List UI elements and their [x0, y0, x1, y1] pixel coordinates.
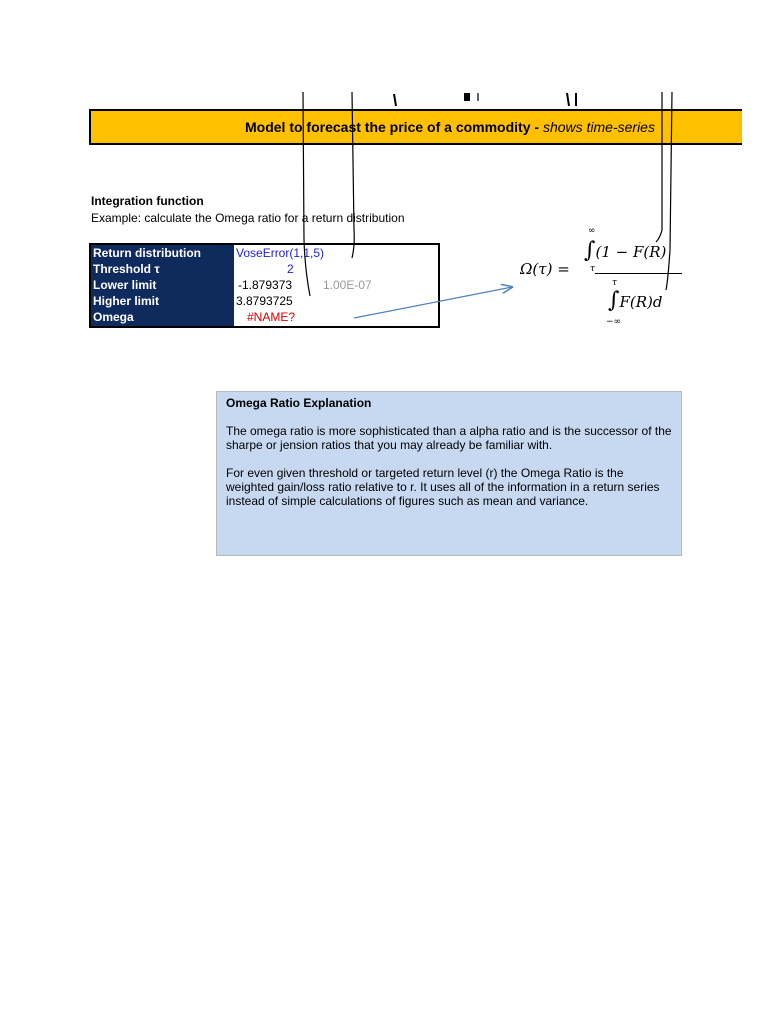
connector-line-3 [656, 92, 662, 242]
connector-line-1 [303, 92, 310, 296]
connector-line-2 [352, 92, 354, 258]
numerator-lower-limit: τ [590, 264, 595, 274]
value-lower-limit-extra[interactable]: 1.00E-07 [323, 278, 372, 292]
callout-paragraph-1: The omega ratio is more sophisticated than a alpha ratio and is the successor of the sharpe or jension ratios that you may already be familiar with. [226, 424, 672, 452]
label-higher-limit[interactable]: Higher limit [93, 294, 160, 308]
tick-mark-4 [567, 93, 576, 106]
denominator-text: F(R)d [619, 293, 663, 311]
callout-paragraph-2: For even given threshold or targeted return level (r) the Omega Ratio is the weighted gain/loss ratio relative to r. It uses all of the information in a return series instead of simple calculations of figures such as mean and variance. [226, 466, 660, 508]
value-omega[interactable]: #NAME? [247, 310, 296, 324]
integral-sign: ∫ [584, 238, 596, 263]
pointer-arrow [354, 287, 512, 318]
label-lower-limit[interactable]: Lower limit [93, 278, 157, 292]
numerator-text: (1 − F(R) [595, 243, 667, 261]
denominator-lower-limit: −∞ [606, 317, 622, 327]
section-description: Example: calculate the Omega ratio for a return distribution [91, 211, 405, 225]
connector-line-4 [666, 92, 672, 290]
section-title: Integration function [91, 194, 204, 208]
denominator-upper-limit: τ [612, 278, 617, 288]
tick-mark-2 [464, 93, 470, 101]
label-return-distribution[interactable]: Return distribution [93, 246, 201, 260]
banner-title-text: Model to forecast the price of a commodity - [245, 119, 543, 135]
value-lower-limit[interactable]: -1.879373 [238, 278, 293, 292]
label-omega[interactable]: Omega [93, 310, 134, 324]
integral-sign: ∫ [608, 288, 620, 313]
callout-title: Omega Ratio Explanation [226, 396, 372, 410]
value-threshold[interactable]: 2 [287, 262, 294, 276]
tick-mark-1 [394, 94, 396, 106]
banner-subtitle: shows time-series [542, 119, 655, 135]
numerator-upper-limit: ∞ [588, 226, 596, 236]
label-threshold[interactable]: Threshold τ [93, 262, 160, 276]
formula-lhs: Ω(τ) = [520, 260, 570, 278]
value-higher-limit[interactable]: 3.8793725 [236, 294, 293, 308]
value-return-distribution[interactable]: VoseError(1,1,5) [236, 246, 325, 260]
